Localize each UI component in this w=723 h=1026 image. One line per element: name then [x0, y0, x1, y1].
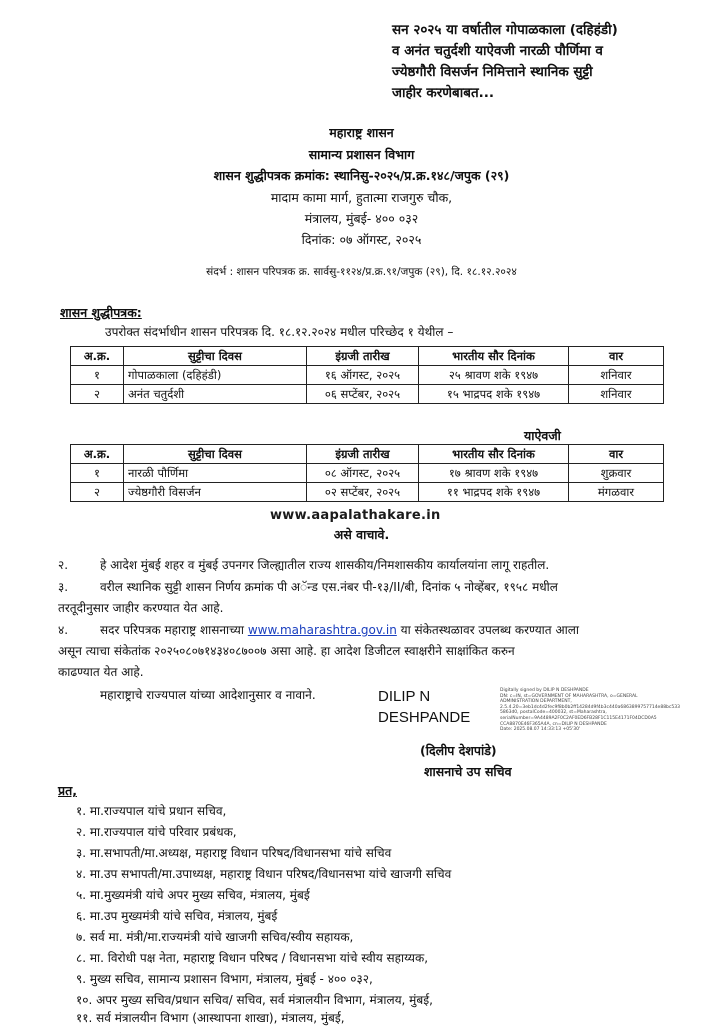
col-header-serial: अ.क्र. [71, 347, 124, 366]
cell-holiday: गोपाळकाला (दहिहंडी) [124, 366, 307, 385]
list-item: ६. मा.उप मुख्यमंत्री यांचे सचिव, मंत्रालय, मुंबई [76, 909, 278, 923]
holiday-table-replacement [70, 444, 664, 502]
cell-english-date: १६ ऑगस्ट, २०२५ [307, 366, 419, 385]
paragraph-number: ४. [58, 623, 69, 637]
table-row [71, 483, 664, 502]
digital-signature-details [500, 688, 680, 733]
subject-line: व अनंत चतुर्दशी याऐवजी नारळी पौर्णिमा व [392, 43, 603, 59]
department-name: सामान्य प्रशासन विभाग [308, 147, 415, 162]
col-header-indian-date: भारतीय सौर दिनांक [419, 347, 569, 366]
cell-day: शनिवार [569, 385, 664, 404]
list-item: ३. मा.सभापती/मा.अध्यक्ष, महाराष्ट्र विधान परिषद/विधानसभा यांचे सचिव [76, 846, 392, 860]
table-row [71, 366, 664, 385]
cell-indian-date: ११ भाद्रपद शके १९४७ [419, 483, 569, 502]
cell-serial: २ [71, 483, 124, 502]
signature-name-line: DILIP N [378, 688, 431, 705]
list-item: ४. मा.उप सभापती/मा.उपाध्यक्ष, महाराष्ट्र विधान परिषद/विधानसभा यांचे खाजगी सचिव [76, 867, 452, 881]
holiday-table-original [70, 346, 664, 404]
cell-holiday: नारळी पौर्णिमा [124, 464, 307, 483]
paragraph-4 [58, 620, 678, 683]
cell-holiday: अनंत चतुर्दशी [124, 385, 307, 404]
watermark-text: www.aapalathakare.in [270, 508, 441, 523]
list-item: ९. मुख्य सचिव, सामान्य प्रशासन विभाग, मंत्रालय, मुंबई - ४०० ०३२, [76, 972, 373, 986]
signer-designation: शासनाचे उप सचिव [424, 764, 512, 779]
cell-holiday: ज्येष्ठगौरी विसर्जन [124, 483, 307, 502]
signature-meta-line: Date: 2025.08.07 14:33:13 +05'30' [500, 727, 581, 733]
shudhipatrak-heading: शासन शुद्धीपत्रक: [60, 305, 142, 320]
paragraph-text: वरील स्थानिक सुट्टी शासन निर्णय क्रमांक पी अॅन्ड एस.नंबर पी-१३/II/बी, दिनांक ५ नोव्हेंबर, १९५८ मधील [100, 580, 558, 594]
col-header-english-date: इंग्रजी तारीख [307, 347, 419, 366]
cell-day: शनिवार [569, 366, 664, 385]
signature-meta-line: serialNumber=9A4489A2F0C2AF0ED6FB28F1C115E4171F04DCD0A5 [500, 715, 657, 721]
table-row [71, 464, 664, 483]
list-item: ५. मा.मुख्यमंत्री यांचे अपर मुख्य सचिव, मंत्रालय, मुंबई [76, 888, 310, 902]
list-item: १०. अपर मुख्य सचिव/प्रधान सचिव/ सचिव, सर्व मंत्रालयीन विभाग, मंत्रालय, मुंबई, [76, 993, 433, 1007]
address-line-2: मंत्रालय, मुंबई- ४०० ०३२ [304, 211, 419, 226]
signature-meta-line: 2.5.4.20=3eb1dc4d2fec9f8b0b2ff14284d9f4b3c440a6863899757714e88bc533 [500, 704, 680, 710]
order-date: दिनांक: ०७ ऑगस्ट, २०२५ [301, 232, 422, 247]
table-row [71, 385, 664, 404]
order-number: शासन शुद्धीपत्रक क्रमांक: स्थानिसु-२०२५/प्र.क्र.१४८/जपुक (२९) [213, 168, 510, 183]
cell-indian-date: २५ श्रावण शके १९४७ [419, 366, 569, 385]
read-as-line: असे वाचावे. [333, 527, 390, 542]
list-item: ११. सर्व मंत्रालयीन विभाग (आस्थापना शाखा), मंत्रालय, मुंबई, [76, 1011, 345, 1025]
signature-meta-line: Digitally signed by DILIP N DESHPANDE [500, 688, 589, 693]
signer-name: (दिलीप देशपांडे) [420, 743, 497, 758]
list-item: ८. मा. विरोधी पक्ष नेता, महाराष्ट्र विधान परिषद / विधानसभा यांचे स्वीय सहाय्यक, [76, 951, 429, 965]
paragraph-text: हे आदेश मुंबई शहर व मुंबई उपनगर जिल्ह्यातील राज्य शासकीय/निमशासकीय कार्यालयांना लागू राहतील. [100, 558, 550, 572]
cell-indian-date: १७ श्रावण शके १९४७ [419, 464, 569, 483]
paragraph-text: असून त्याचा संकेतांक २०२५०८०७१४३४०८७००७ असा आहे. हा आदेश डिजीटल स्वाक्षरीने साक्षांकित करुन [58, 644, 515, 658]
cell-serial: १ [71, 366, 124, 385]
reference-line: संदर्भ : शासन परिपत्रक क्र. सार्वसु-११२४/प्र.क्र.९१/जपुक (२९), दि. १८.१२.२०२४ [206, 266, 517, 278]
subject-line: सन २०२५ या वर्षातील गोपाळकाला (दहिहंडी) [392, 22, 618, 38]
table-header-row [71, 347, 664, 366]
col-header-english-date: इंग्रजी तारीख [307, 445, 419, 464]
col-header-holiday: सुट्टीचा दिवस [124, 445, 307, 464]
maharashtra-website-link[interactable]: www.maharashtra.gov.in [247, 623, 397, 637]
government-name: महाराष्ट्र शासन [329, 125, 394, 140]
paragraph-number: ३. [58, 580, 69, 594]
order-by-line: महाराष्ट्राचे राज्यपाल यांच्या आदेशानुसार व नावाने. [100, 688, 316, 702]
signature-meta-line: ADMINISTRATION DEPARTMENT, [500, 699, 572, 705]
list-item: २. मा.राज्यपाल यांचे परिवार प्रबंधक, [76, 825, 237, 839]
paragraph-2 [58, 555, 678, 576]
paragraph-text: या संकेतस्थळावर उपलब्ध करण्यात आला [400, 623, 579, 637]
cell-day: शुक्रवार [569, 464, 664, 483]
cell-day: मंगळवार [569, 483, 664, 502]
address-line-1: मादाम कामा मार्ग, हुतात्मा राजगुरु चौक, [270, 190, 453, 205]
signature-meta-line: 5863d0, postalCode=400032, st=Maharashtra, [500, 710, 607, 716]
cell-serial: १ [71, 464, 124, 483]
table-header-row [71, 445, 664, 464]
paragraph-text: काढण्यात येत आहे. [58, 665, 144, 679]
instead-heading: याऐवजी [524, 428, 561, 443]
intro-line: उपरोक्त संदर्भाधीन शासन परिपत्रक दि. १८.१२.२०२४ मधील परिच्छेद १ येथील – [105, 325, 454, 339]
subject-block [392, 20, 692, 104]
paragraph-text: सदर परिपत्रक महाराष्ट्र शासनाच्या [100, 623, 244, 637]
list-item: ७. सर्व मा. मंत्री/मा.राज्यमंत्री यांचे खाजगी सचिव/स्वीय सहायक, [76, 930, 354, 944]
cell-english-date: ०२ सप्टेंबर, २०२५ [307, 483, 419, 502]
paragraph-3 [58, 577, 678, 619]
cell-indian-date: १५ भाद्रपद शके १९४७ [419, 385, 569, 404]
paragraph-number: २. [58, 558, 69, 572]
list-item: १. मा.राज्यपाल यांचे प्रधान सचिव, [76, 804, 227, 818]
col-header-holiday: सुट्टीचा दिवस [124, 347, 307, 366]
cell-english-date: ०८ ऑगस्ट, २०२५ [307, 464, 419, 483]
cell-english-date: ०६ सप्टेंबर, २०२५ [307, 385, 419, 404]
signature-meta-line: DN: c=IN, st=GOVERNMENT OF MAHARASHTRA, o=GENERAL [500, 693, 638, 699]
paragraph-text: तरतूदीनुसार जाहीर करण्यात येत आहे. [58, 601, 224, 615]
subject-line: जाहीर करणेबाबत... [392, 85, 495, 101]
signature-name-line: DESHPANDE [378, 709, 471, 726]
col-header-serial: अ.क्र. [71, 445, 124, 464]
col-header-indian-date: भारतीय सौर दिनांक [419, 445, 569, 464]
col-header-day: वार [569, 445, 664, 464]
subject-line: ज्येष्ठगौरी विसर्जन निमित्ताने स्थानिक सुट्टी [392, 64, 593, 80]
cell-serial: २ [71, 385, 124, 404]
digital-signature-name [378, 686, 470, 728]
col-header-day: वार [569, 347, 664, 366]
copy-to-heading: प्रत, [58, 783, 77, 798]
signature-meta-line: CCA8870E46F365A4A, cn=DILIP N DESHPANDE [500, 721, 607, 727]
